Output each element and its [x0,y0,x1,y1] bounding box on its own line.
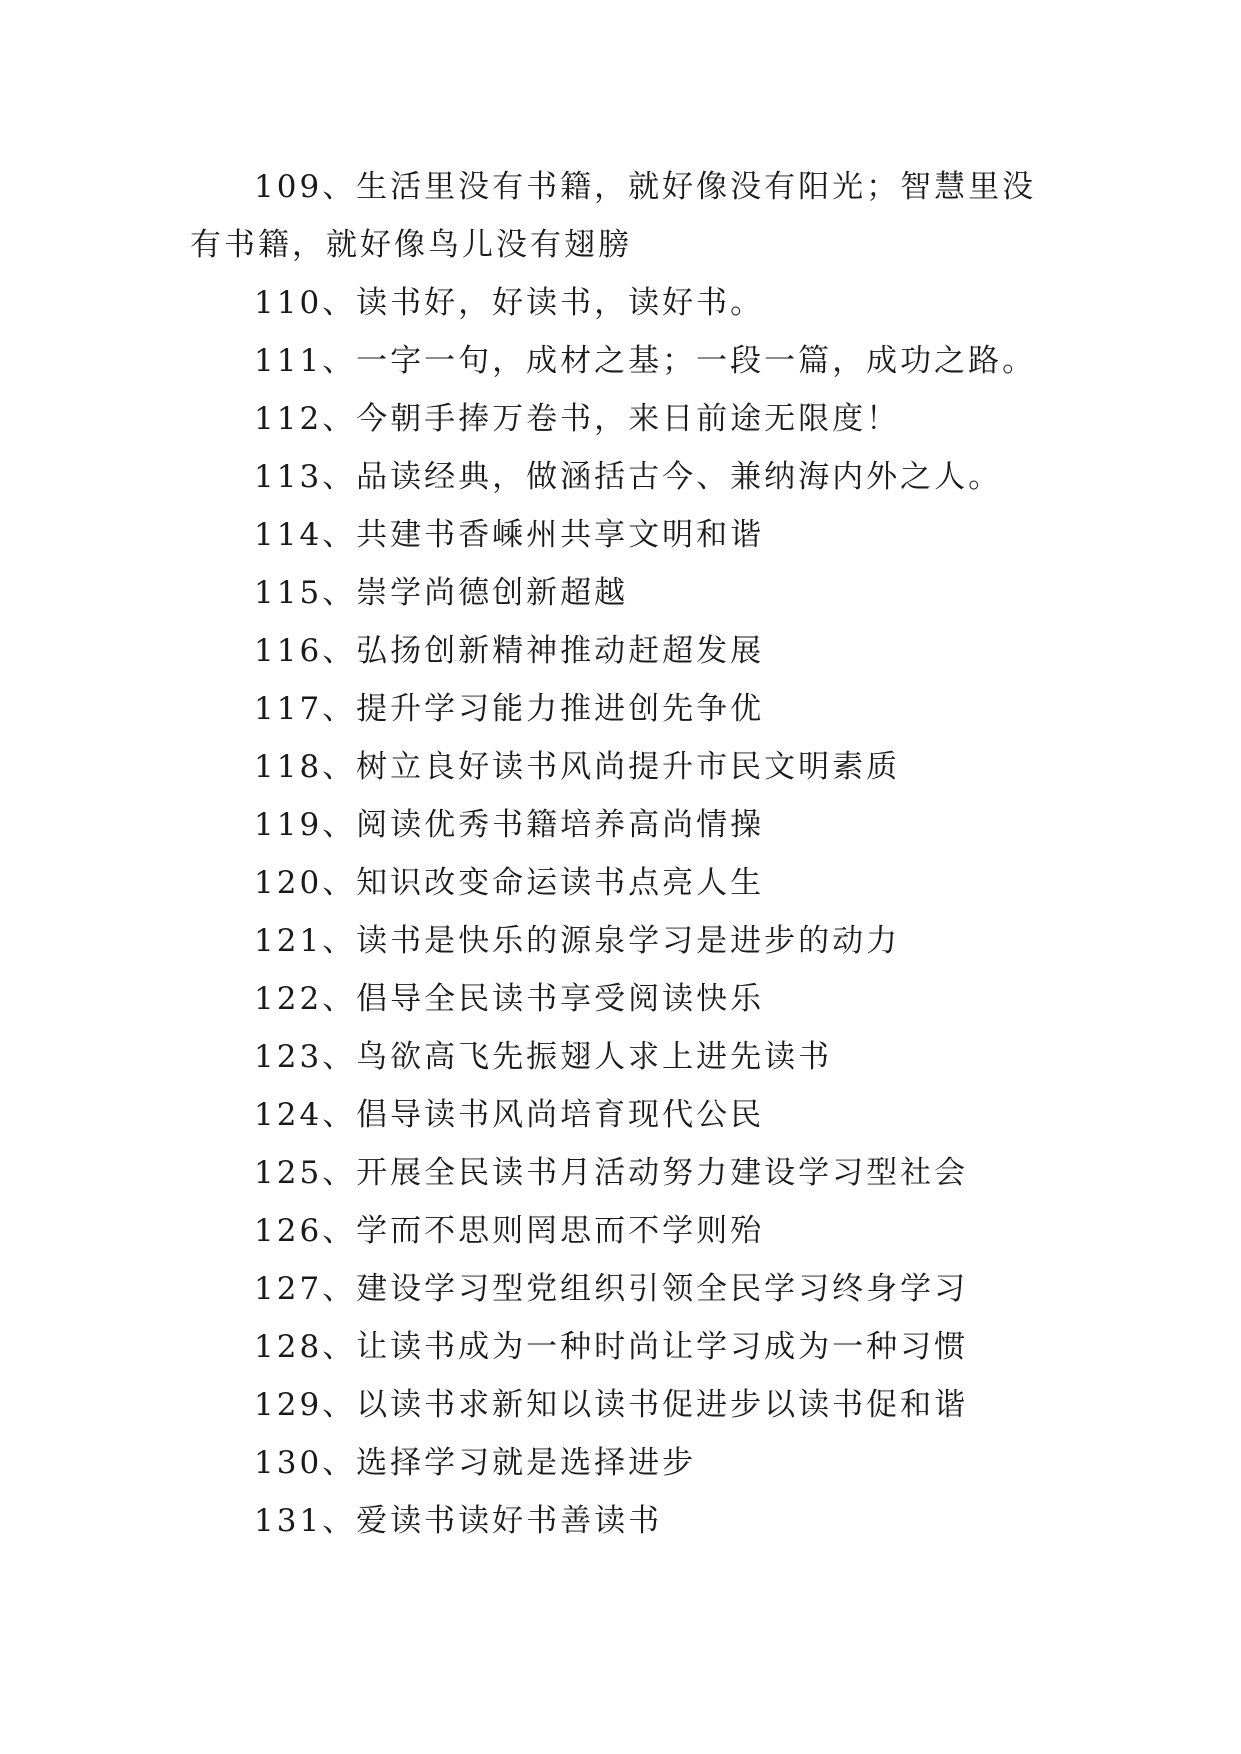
list-item: 119、阅读优秀书籍培养高尚情操 [254,807,765,843]
list-item: 110、读书好，好读书，读好书。 [254,285,765,321]
list-item: 127、建设学习型党组织引领全民学习终身学习 [254,1271,969,1307]
list-item: 109、生活里没有书籍，就好像没有阳光；智慧里没有书籍，就好像鸟儿没有翅膀 [190,169,1037,263]
list-item: 121、读书是快乐的源泉学习是进步的动力 [254,923,901,959]
list-item: 111、一字一句，成材之基；一段一篇，成功之路。 [254,343,1037,379]
list-item: 125、开展全民读书月活动努力建设学习型社会 [254,1155,969,1191]
list-item: 124、倡导读书风尚培育现代公民 [254,1097,765,1133]
list-item: 112、今朝手捧万卷书，来日前途无限度！ [254,401,901,437]
list-item: 118、树立良好读书风尚提升市民文明素质 [254,749,901,785]
list-item: 122、倡导全民读书享受阅读快乐 [254,981,765,1017]
list-item: 120、知识改变命运读书点亮人生 [254,865,765,901]
list-item: 114、共建书香嵊州共享文明和谐 [254,517,765,553]
list-item: 130、选择学习就是选择进步 [254,1445,697,1481]
document-body [190,158,1060,1550]
list-item: 126、学而不思则罔思而不学则殆 [254,1213,765,1249]
list-item: 115、崇学尚德创新超越 [254,575,629,611]
list-item: 129、以读书求新知以读书促进步以读书促和谐 [254,1387,969,1423]
list-item: 113、品读经典，做涵括古今、兼纳海内外之人。 [254,459,1003,495]
list-item: 123、鸟欲高飞先振翅人求上进先读书 [254,1039,833,1075]
list-item: 128、让读书成为一种时尚让学习成为一种习惯 [254,1329,969,1365]
list-item: 117、提升学习能力推进创先争优 [254,691,765,727]
list-item: 131、爱读书读好书善读书 [254,1503,663,1539]
list-item: 116、弘扬创新精神推动赶超发展 [254,633,765,669]
